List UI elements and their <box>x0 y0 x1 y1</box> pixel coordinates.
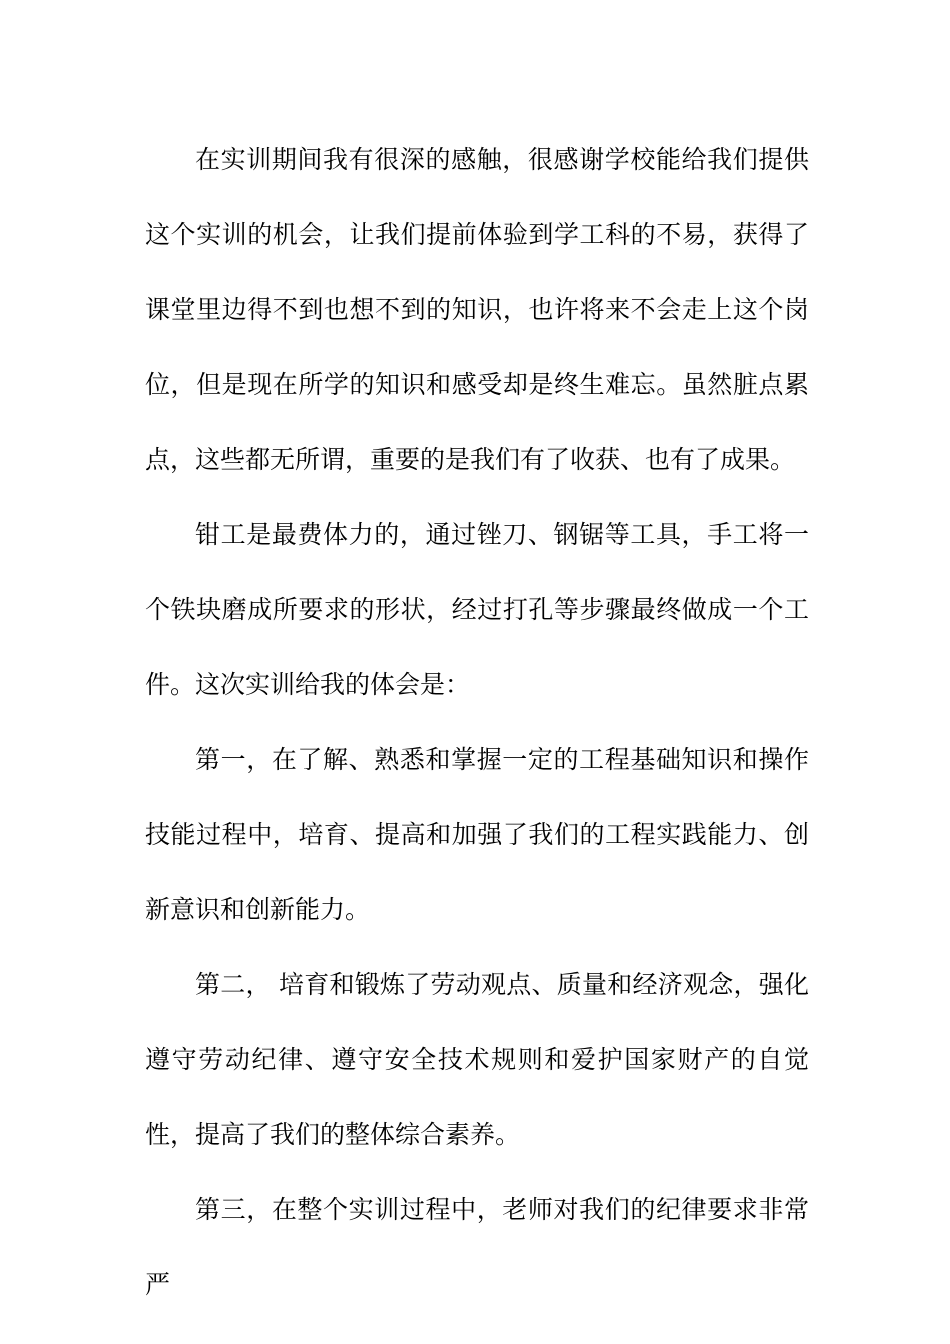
document-body <box>145 122 809 1322</box>
paragraph-point-three: 第三，在整个实训过程中，老师对我们的纪律要求非常严 <box>145 1195 809 1299</box>
paragraph-point-two: 第二， 培育和锻炼了劳动观点、质量和经济观念，强化遵守劳动纪律、遵守安全技术规则和爱护国家财产的自觉性，提高了我们的整体综合素养。 <box>145 970 809 1149</box>
paragraph-point-one: 第一，在了解、熟悉和掌握一定的工程基础知识和操作技能过程中，培育、提高和加强了我们的工程实践能力、创新意识和创新能力。 <box>145 745 809 924</box>
paragraph-fitter-work: 钳工是最费体力的，通过锉刀、钢锯等工具，手工将一个铁块磨成所要求的形状，经过打孔等步骤最终做成一个工件。这次实训给我的体会是： <box>145 520 809 699</box>
paragraph-training-feelings: 在实训期间我有很深的感触，很感谢学校能给我们提供这个实训的机会，让我们提前体验到学工科的不易，获得了课堂里边得不到也想不到的知识，也许将来不会走上这个岗位，但是现在所学的知识和感受却是终生难忘。虽然脏点累点，这些都无所谓，重要的是我们有了收获、也有了成果。 <box>145 145 809 474</box>
